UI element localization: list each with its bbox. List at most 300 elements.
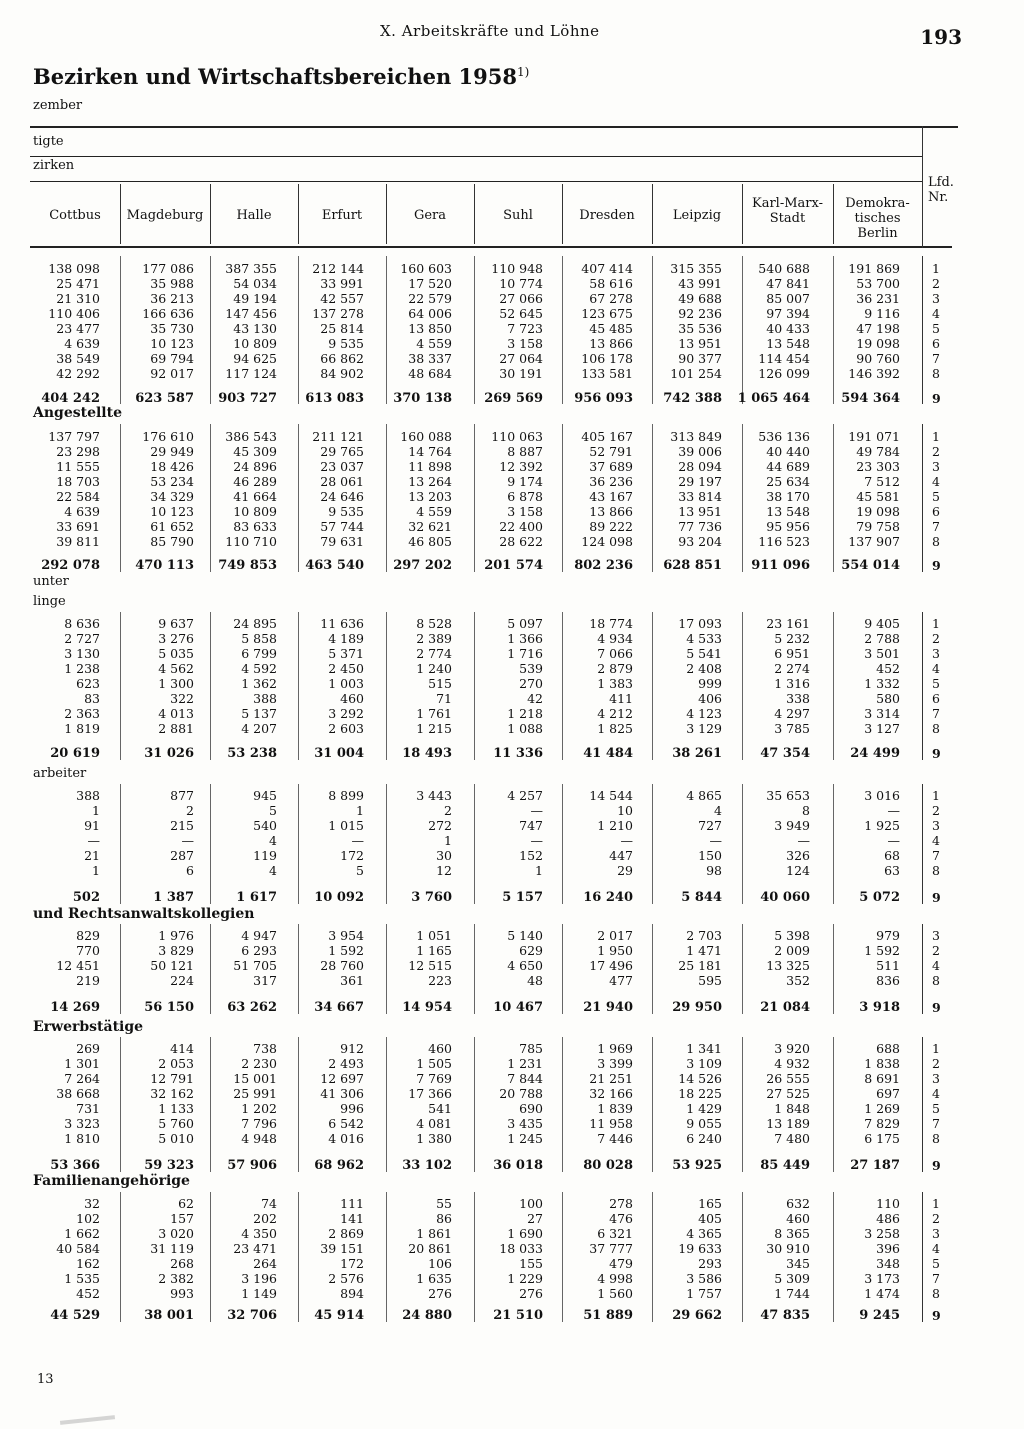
table-cell: 4 [269,833,277,848]
table-cell: 43 130 [233,321,277,336]
table-cell: 1 003 [328,676,364,691]
table-cell: 4 297 [774,706,810,721]
table-cell: 47 354 [760,746,810,761]
table-cell: 269 [76,1041,100,1056]
header-col-divider [298,184,299,244]
table-cell: 276 [519,1286,543,1301]
table-cell: 83 633 [233,519,277,534]
table-cell: 11 636 [320,616,364,631]
table-cell: 50 121 [150,958,194,973]
table-cell: 1 617 [236,890,277,905]
table-cell: 999 [698,676,722,691]
table-cell: 414 [170,1041,194,1056]
row-number: 4 [932,306,940,321]
table-cell: 3 829 [158,943,194,958]
table-total-row [0,559,1024,573]
row-number: 3 [932,646,940,661]
table-cell: 10 467 [493,1000,543,1015]
table-cell: 85 449 [760,1158,810,1173]
table-cell: 2 017 [597,928,633,943]
table-cell: 2 879 [597,661,633,676]
table-row [0,1132,1024,1146]
table-cell: 93 204 [678,534,722,549]
table-cell: 160 603 [400,261,452,276]
table-row [0,277,1024,291]
column-header-4: Gera [413,208,447,223]
table-cell: 146 392 [848,366,900,381]
table-cell: 85 007 [766,291,810,306]
row-number: 5 [932,489,940,504]
table-cell: 539 [519,661,543,676]
table-cell: 43 167 [589,489,633,504]
table-cell: 5 541 [686,646,722,661]
table-cell: 688 [876,1041,900,1056]
table-cell: 411 [609,691,633,706]
table-cell: 1 592 [328,943,364,958]
table-cell: 23 037 [320,459,364,474]
table-row [0,617,1024,631]
table-cell: 49 784 [856,444,900,459]
table-cell: 17 496 [589,958,633,973]
row-number: 8 [932,534,940,549]
table-cell: 29 197 [678,474,722,489]
table-cell: 4 365 [686,1226,722,1241]
table-row [0,322,1024,336]
table-cell: 28 622 [499,534,543,549]
table-cell: 5 309 [774,1271,810,1286]
table-cell: 595 [698,973,722,988]
table-cell: 405 [698,1211,722,1226]
table-cell: 1 341 [686,1041,722,1056]
table-cell: 1 969 [597,1041,633,1056]
table-cell: 6 293 [241,943,277,958]
row-number: 7 [932,706,940,721]
table-cell: 38 001 [144,1308,194,1323]
table-cell: — [530,833,543,848]
table-cell: 7 769 [416,1071,452,1086]
table-cell: 90 377 [678,351,722,366]
table-cell: 406 [698,691,722,706]
table-cell: 39 811 [56,534,100,549]
table-cell: 1 716 [507,646,543,661]
table-row [0,1257,1024,1271]
table-cell: 8 528 [416,616,452,631]
row-number: 4 [932,661,940,676]
table-cell: 387 355 [225,261,277,276]
table-cell: 6 240 [686,1131,722,1146]
row-number: 3 [932,928,940,943]
table-cell: 1 316 [774,676,810,691]
table-cell: 477 [609,973,633,988]
table-cell: 8 899 [328,788,364,803]
table-cell: 49 194 [233,291,277,306]
table-cell: 48 684 [408,366,452,381]
table-row [0,864,1024,878]
row-number: 2 [932,276,940,291]
table-cell: 68 [884,848,900,863]
table-cell: 4 257 [507,788,543,803]
table-cell: 3 586 [686,1271,722,1286]
section-label: unter [33,574,69,589]
table-cell: 69 794 [150,351,194,366]
table-cell: 1 269 [864,1101,900,1116]
page-number: 193 [920,25,962,49]
row-number: 8 [932,863,940,878]
table-cell: 623 587 [135,391,194,406]
table-cell: 53 238 [227,746,277,761]
table-cell: 690 [519,1101,543,1116]
table-cell: 2 603 [328,721,364,736]
table-cell: 36 231 [856,291,900,306]
table-cell: 11 898 [408,459,452,474]
table-cell: 2 493 [328,1056,364,1071]
table-cell: 4 592 [241,661,277,676]
table-cell: 407 414 [581,261,633,276]
table-cell: 3 158 [507,336,543,351]
header-col-divider [562,184,563,244]
table-cell: 6 542 [328,1116,364,1131]
table-row [0,1087,1024,1101]
table-cell: 137 797 [48,429,100,444]
table-cell: 11 958 [589,1116,633,1131]
table-cell: 742 388 [663,391,722,406]
table-cell: 123 675 [581,306,633,321]
table-row [0,352,1024,366]
table-cell: 110 710 [225,534,277,549]
table-cell: 27 525 [766,1086,810,1101]
table-row [0,692,1024,706]
table-cell: 317 [253,973,277,988]
table-cell: 10 774 [499,276,543,291]
table-cell: 22 579 [408,291,452,306]
table-cell: 2 363 [64,706,100,721]
table-cell: 157 [170,1211,194,1226]
table-row [0,944,1024,958]
table-cell: 4 947 [241,928,277,943]
table-cell: 1 387 [153,890,194,905]
table-cell: 35 653 [766,788,810,803]
table-row [0,662,1024,676]
row-number: 4 [932,474,940,489]
table-cell: 4 207 [241,721,277,736]
table-cell: 10 809 [233,336,277,351]
table-row [0,292,1024,306]
table-cell: 348 [876,1256,900,1271]
row-number: 4 [932,1086,940,1101]
table-cell: 1 366 [507,631,543,646]
table-cell: 623 [76,676,100,691]
header-col-divider [210,184,211,244]
table-row [0,1242,1024,1256]
header-fragment-2: tigte [33,134,64,149]
table-cell: 2 382 [158,1271,194,1286]
table-cell: 20 619 [50,746,100,761]
table-cell: 836 [876,973,900,988]
row-number: 2 [932,1211,940,1226]
table-cell: 361 [340,973,364,988]
table-cell: 5 157 [502,890,543,905]
table-cell: 1 761 [416,706,452,721]
table-row [0,1287,1024,1301]
table-cell: 92 236 [678,306,722,321]
table-row [0,834,1024,848]
table-cell: 24 499 [850,746,900,761]
row-number: 8 [932,1286,940,1301]
table-cell: 9 245 [859,1308,900,1323]
table-cell: 276 [428,1286,452,1301]
table-cell: 55 [436,1196,452,1211]
table-cell: 1 976 [158,928,194,943]
table-cell: 33 991 [320,276,364,291]
table-cell: 554 014 [841,558,900,573]
table-cell: 40 433 [766,321,810,336]
row-number: 9 [932,558,941,573]
table-cell: 16 240 [583,890,633,905]
table-cell: 39 151 [320,1241,364,1256]
table-cell: 1 245 [507,1131,543,1146]
table-cell: 18 033 [499,1241,543,1256]
table-cell: 51 889 [583,1308,633,1323]
table-cell: 63 262 [227,1000,277,1015]
table-cell: 48 [527,973,543,988]
table-row [0,707,1024,721]
table-cell: 5 760 [158,1116,194,1131]
table-row [0,1102,1024,1116]
section-label: Familienangehörige [33,1173,190,1189]
table-cell: 3 292 [328,706,364,721]
table-cell: 32 706 [227,1308,277,1323]
table-cell: 1 848 [774,1101,810,1116]
table-cell: 3 127 [864,721,900,736]
table-cell: 613 083 [305,391,364,406]
table-cell: 201 574 [484,558,543,573]
table-cell: 4 081 [416,1116,452,1131]
table-cell: 52 791 [589,444,633,459]
table-cell: 632 [786,1196,810,1211]
table-cell: 27 [527,1211,543,1226]
table-cell: 79 631 [320,534,364,549]
lfd-header: Lfd. Nr. [928,175,954,205]
table-cell: 56 150 [144,1000,194,1015]
table-cell: 2 [444,803,452,818]
table-cell: 388 [76,788,100,803]
row-number: 9 [932,391,941,406]
table-cell: 9 637 [158,616,194,631]
table-cell: 1 [92,803,100,818]
table-cell: 94 625 [233,351,277,366]
table-cell: 1 165 [416,943,452,958]
table-cell: 14 544 [589,788,633,803]
table-cell: 1 301 [64,1056,100,1071]
table-cell: 536 136 [758,429,810,444]
table-cell: 147 456 [225,306,277,321]
table-cell: 20 788 [499,1086,543,1101]
table-cell: 34 329 [150,489,194,504]
table-cell: 166 636 [142,306,194,321]
table-cell: 27 066 [499,291,543,306]
table-cell: 37 689 [589,459,633,474]
table-cell: 59 323 [144,1158,194,1173]
table-cell: 4 212 [597,706,633,721]
table-cell: 727 [698,818,722,833]
table-cell: 114 454 [758,351,810,366]
table-cell: 133 581 [581,366,633,381]
table-cell: 18 703 [56,474,100,489]
table-cell: 68 962 [314,1158,364,1173]
table-cell: 452 [76,1286,100,1301]
table-cell: 71 [436,691,452,706]
table-cell: 3 954 [328,928,364,943]
table-cell: 3 129 [686,721,722,736]
table-row [0,1057,1024,1071]
table-cell: 202 [253,1211,277,1226]
table-cell: 64 006 [408,306,452,321]
table-cell: 32 162 [150,1086,194,1101]
table-cell: 1 380 [416,1131,452,1146]
table-cell: 25 634 [766,474,810,489]
table-cell: 1 300 [158,676,194,691]
table-cell: 10 123 [150,336,194,351]
row-number: 7 [932,848,940,863]
table-cell: 22 400 [499,519,543,534]
table-cell: 191 071 [848,429,900,444]
table-cell: 44 529 [50,1308,100,1323]
table-cell: 45 309 [233,444,277,459]
table-cell: 13 203 [408,489,452,504]
table-cell: 4 650 [507,958,543,973]
row-number: 2 [932,803,940,818]
table-cell: 85 790 [150,534,194,549]
table-cell: 38 170 [766,489,810,504]
table-cell: 264 [253,1256,277,1271]
table-cell: 2 389 [416,631,452,646]
row-number: 2 [932,943,940,958]
table-cell: 51 705 [233,958,277,973]
table-row [0,475,1024,489]
table-total-row [0,1159,1024,1173]
table-cell: 1 819 [64,721,100,736]
table-cell: 404 242 [41,391,100,406]
table-cell: 53 925 [672,1158,722,1173]
table-cell: 1 215 [416,721,452,736]
table-cell: 2 788 [864,631,900,646]
table-cell: 2 274 [774,661,810,676]
section-label: arbeiter [33,766,87,781]
table-cell: 7 796 [241,1116,277,1131]
table-cell: 802 236 [574,558,633,573]
table-cell: 17 366 [408,1086,452,1101]
table-cell: 278 [609,1196,633,1211]
row-number: 9 [932,1000,941,1015]
table-cell: 21 940 [583,1000,633,1015]
table-cell: 137 278 [312,306,364,321]
table-cell: 9 535 [328,336,364,351]
table-cell: 13 866 [589,336,633,351]
table-cell: 293 [698,1256,722,1271]
table-cell: 4 998 [597,1271,633,1286]
table-cell: 386 543 [225,429,277,444]
table-cell: 4 562 [158,661,194,676]
header-col-divider [120,184,121,244]
table-cell: — [797,833,810,848]
table-cell: 100 [519,1196,543,1211]
table-cell: 110 406 [48,306,100,321]
table-cell: 90 760 [856,351,900,366]
header-col-divider [833,184,834,244]
table-row [0,367,1024,381]
table-cell: 2 450 [328,661,364,676]
table-cell: 3 920 [774,1041,810,1056]
table-cell: 5 858 [241,631,277,646]
table-cell: 124 098 [581,534,633,549]
table-cell: 3 173 [864,1271,900,1286]
table-cell: 270 [519,676,543,691]
table-cell: 5 844 [681,890,722,905]
table-cell: — [181,833,194,848]
row-number: 9 [932,1158,941,1173]
table-total-row [0,747,1024,761]
table-cell: 338 [786,691,810,706]
table-cell: 7 066 [597,646,633,661]
table-cell: 25 181 [678,958,722,973]
table-cell: 269 569 [484,391,543,406]
table-cell: 4 559 [416,504,452,519]
header-col-divider [386,184,387,244]
row-number: 1 [932,429,940,444]
table-cell: 287 [170,848,194,863]
table-cell: 1 065 464 [737,391,810,406]
table-cell: 4 639 [64,336,100,351]
table-cell: 80 028 [583,1158,633,1173]
table-cell: 172 [340,1256,364,1271]
table-cell: 9 405 [864,616,900,631]
table-cell: 770 [76,943,100,958]
table-cell: 1 229 [507,1271,543,1286]
table-cell: 28 061 [320,474,364,489]
table-cell: 3 016 [864,788,900,803]
table-cell: 57 906 [227,1158,277,1173]
table-cell: 219 [76,973,100,988]
table-cell: 43 991 [678,276,722,291]
table-row [0,520,1024,534]
table-cell: 7 512 [864,474,900,489]
table-cell: 912 [340,1041,364,1056]
table-cell: 28 094 [678,459,722,474]
table-cell: 326 [786,848,810,863]
row-number: 5 [932,1256,940,1271]
header-fragment-3: zirken [33,158,75,173]
table-cell: 21 251 [589,1071,633,1086]
table-cell: 2 576 [328,1271,364,1286]
table-cell: 31 119 [150,1241,194,1256]
table-cell: 21 [84,848,100,863]
table-cell: 177 086 [142,261,194,276]
table-cell: 33 102 [402,1158,452,1173]
table-cell: 4 934 [597,631,633,646]
table-cell: 40 440 [766,444,810,459]
section-label: Angestellte [33,405,123,421]
table-cell: 5 035 [158,646,194,661]
table-cell: 5 072 [859,890,900,905]
table-cell: 894 [340,1286,364,1301]
table-cell: 405 167 [581,429,633,444]
table-cell: 83 [84,691,100,706]
row-number: 9 [932,890,941,905]
table-cell: 785 [519,1041,543,1056]
table-row [0,1042,1024,1056]
table-cell: 4 [714,803,722,818]
row-number: 5 [932,676,940,691]
